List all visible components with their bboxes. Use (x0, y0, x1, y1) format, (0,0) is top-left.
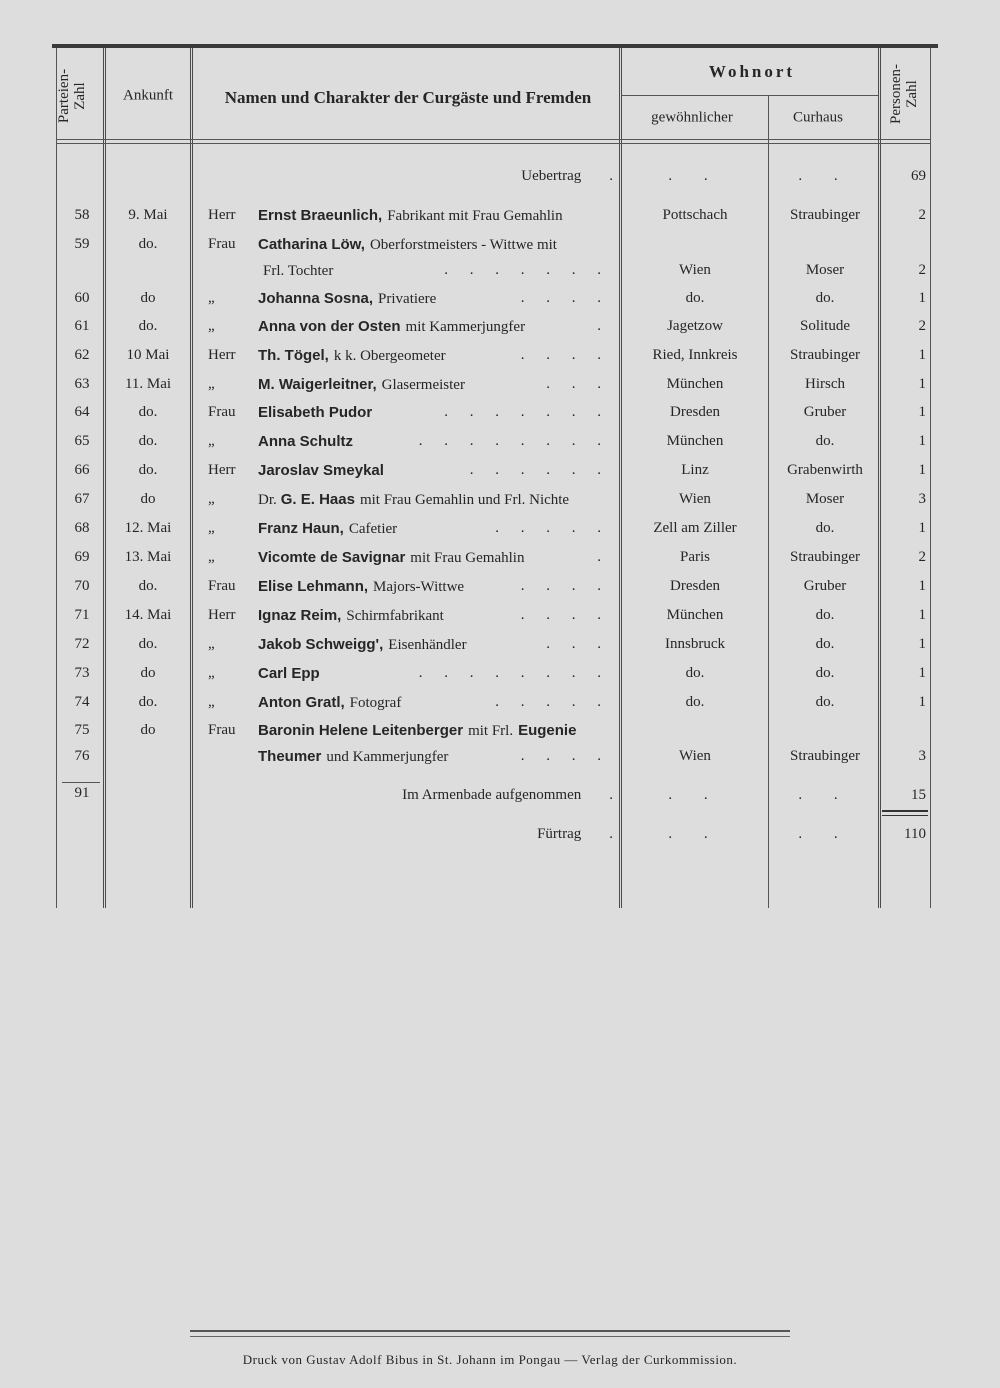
wohnort: Wien (679, 262, 711, 278)
col-line (56, 48, 57, 908)
fuertrag-curhaus: . . (798, 826, 852, 842)
guest-name: Baronin Helene Leitenberger (258, 722, 464, 739)
guest-title: „ (208, 433, 215, 449)
guest-title: Herr (208, 347, 236, 363)
guest-name: Ignaz Reim, (258, 607, 342, 624)
arrival-date: do. (138, 694, 158, 710)
guest-title: Herr (208, 207, 236, 223)
guest-name: Elise Lehmann, (258, 578, 369, 595)
arrival-date: do. (138, 318, 158, 334)
leader-dots: . . . . . (495, 694, 610, 710)
personen-count: 1 (918, 607, 926, 623)
entry-number: 66 (74, 462, 90, 478)
fuertrag-label: Fürtrag . (537, 826, 613, 842)
leader-dots: . . . . (520, 748, 610, 764)
wohnort: Pottschach (662, 207, 728, 223)
guest-name: Anna von der Osten (258, 318, 401, 335)
guest-title: Frau (208, 236, 236, 252)
uebertrag-curhaus: . . (798, 168, 852, 184)
guest-title: „ (208, 318, 215, 334)
guest-name: Anna Schultz (258, 433, 354, 450)
guest-title: Herr (208, 607, 236, 623)
arrival-date: 10 Mai (126, 347, 170, 363)
entry-number: 63 (74, 376, 90, 392)
printer-imprint: Druck von Gustav Adolf Bibus in St. Johann im Pongau — Verlag der Curkommission. (242, 1352, 738, 1367)
guest-title: „ (208, 290, 215, 306)
wohnort: Dresden (670, 404, 720, 420)
leader-dots: . (597, 318, 610, 334)
guest-name-line (258, 262, 333, 280)
header-gewoehnlicher: gewöhnlicher (651, 109, 733, 126)
entry-number: 71 (74, 607, 90, 623)
personen-count: 1 (918, 347, 926, 363)
curhaus: Grabenwirth (787, 462, 863, 478)
col-line (930, 48, 931, 908)
armenbad-personen: 15 (911, 787, 926, 803)
guest-title: „ (208, 491, 215, 507)
leader-dots: . . . . (520, 578, 610, 594)
entry-number: 60 (74, 290, 90, 306)
armenbad-label: Im Armenbade aufgenommen . (402, 787, 613, 803)
curhaus: Straubinger (790, 549, 860, 565)
leader-dots: . . . . . . . (444, 262, 610, 278)
guest-title: „ (208, 665, 215, 681)
personen-count: 1 (918, 404, 926, 420)
personen-count: 1 (918, 665, 926, 681)
leader-dots: . . . . (520, 290, 610, 306)
wohnort: Linz (681, 462, 709, 478)
wohnort: Paris (680, 549, 710, 565)
wohnort: München (666, 607, 724, 623)
wohnort: Ried, Innkreis (652, 347, 738, 363)
total-rule (882, 810, 928, 812)
entry-number: 69 (74, 549, 90, 565)
wohnort: do. (685, 290, 705, 306)
entry-number: 75 (74, 722, 90, 738)
leader-dots: . . . (546, 636, 610, 652)
wohnort: Jagetzow (667, 318, 723, 334)
leader-dots: . . . (546, 376, 610, 392)
guest-name-line (258, 491, 569, 509)
guest-description: Oberforstmeisters - Wittwe mit (369, 237, 557, 253)
wohnort: do. (685, 665, 705, 681)
entry-number: 67 (74, 491, 90, 507)
entry-number: 59 (74, 236, 90, 252)
arrival-date: do (140, 722, 156, 738)
curhaus: Hirsch (805, 376, 845, 392)
fuertrag-wohnort: . . (668, 826, 722, 842)
guest-description: mit Frau Gemahlin und Frl. Nichte (359, 492, 570, 508)
personen-count: 1 (918, 578, 926, 594)
leader-dots: . . . . (520, 347, 610, 363)
leader-dots: . (597, 549, 610, 565)
header-personen: Personen- Zahl (888, 64, 920, 124)
leader-dots: . . . . . . (469, 462, 610, 478)
guest-description: mit Kammerjungfer (405, 319, 526, 335)
personen-count: 3 (918, 491, 926, 507)
uebertrag-wohnort: . . (668, 168, 722, 184)
fuertrag-personen: 110 (904, 826, 926, 842)
guest-name: G. E. Haas (280, 491, 355, 508)
guest-description: Glasermeister (381, 377, 465, 393)
guest-description: Privatiere (378, 291, 437, 307)
personen-count: 1 (918, 290, 926, 306)
arrival-date: do. (138, 236, 158, 252)
guest-description: Schirmfabrikant (346, 608, 444, 624)
guest-name: Theumer (258, 748, 322, 765)
entry-number: 65 (74, 433, 90, 449)
header-bottom-rule (56, 143, 930, 144)
uebertrag-label: Uebertrag . (521, 168, 613, 184)
personen-count: 1 (918, 694, 926, 710)
guest-description: mit Frl. (468, 723, 514, 739)
col-line (190, 48, 193, 908)
arrival-date: do (140, 290, 156, 306)
armenbad-curhaus: . . (798, 787, 852, 803)
guest-description: Majors-Wittwe (373, 579, 465, 595)
header-bottom-rule (56, 139, 930, 140)
personen-count: 3 (918, 748, 926, 764)
guest-description: Cafetier (348, 521, 398, 537)
guest-description: Frl. Tochter (263, 263, 334, 279)
guest-name-line (258, 433, 358, 451)
guest-name: Th. Tögel, (258, 347, 329, 364)
arrival-date: do. (138, 578, 158, 594)
guest-name: Elisabeth Pudor (258, 404, 373, 421)
leader-dots: . . . . . . . . (418, 433, 610, 449)
guest-name: Vicomte de Savignar (258, 549, 406, 566)
entry-number: 61 (74, 318, 90, 334)
curhaus: Moser (805, 491, 845, 507)
personen-count: 2 (918, 207, 926, 223)
guest-name: Carl Epp (258, 665, 320, 682)
personen-count: 2 (918, 549, 926, 565)
arrival-date: do. (138, 462, 158, 478)
armenbad-num-rule (62, 782, 100, 783)
leader-dots: . . . . . . . . (418, 665, 610, 681)
curhaus: Gruber (803, 578, 847, 594)
entry-number: 70 (74, 578, 90, 594)
guest-name: Anton Gratl, (258, 694, 345, 711)
header-ankunft: Ankunft (123, 87, 173, 104)
personen-count: 1 (918, 636, 926, 652)
guest-title: „ (208, 520, 215, 536)
curhaus: Gruber (803, 404, 847, 420)
curhaus: do. (815, 607, 835, 623)
guest-description: mit Frau Gemahlin (410, 550, 525, 566)
guest-name: Catharina Löw, (258, 236, 365, 253)
header-wohnort: Wohnort (708, 62, 796, 81)
guest-description: Fotograf (349, 695, 402, 711)
guest-description: und Kammerjungfer (326, 749, 449, 765)
curhaus: Straubinger (790, 748, 860, 764)
total-rule (882, 815, 928, 816)
entry-number: 72 (74, 636, 90, 652)
leader-dots: . . . . (520, 607, 610, 623)
guest-title: „ (208, 549, 215, 565)
armenbad-number: 91 (74, 785, 90, 801)
curhaus: do. (815, 665, 835, 681)
guest-description: Fabrikant mit Frau Gemahlin (387, 208, 563, 224)
arrival-date: do. (138, 404, 158, 420)
entry-number: 74 (74, 694, 90, 710)
entry-number: 64 (74, 404, 90, 420)
arrival-date: 9. Mai (128, 207, 168, 223)
guest-name-line (258, 665, 325, 683)
header-parteien: Parteien- Zahl (56, 68, 88, 124)
guest-title: Frau (208, 722, 236, 738)
guest-name: M. Waigerleitner, (258, 376, 377, 393)
guest-name: Johanna Sosna, (258, 290, 374, 307)
arrival-date: 14. Mai (124, 607, 172, 623)
curhaus: Solitude (799, 318, 850, 334)
wohnort: Wien (679, 748, 711, 764)
guest-name-line (258, 207, 563, 225)
curhaus: Moser (805, 262, 845, 278)
curhaus: do. (815, 636, 835, 652)
armenbad-wohnort: . . (668, 787, 722, 803)
personen-count: 1 (918, 433, 926, 449)
arrival-date: do (140, 665, 156, 681)
personen-count: 2 (918, 262, 926, 278)
header-divider (622, 95, 878, 96)
guest-name: Ernst Braeunlich, (258, 207, 383, 224)
arrival-date: do (140, 491, 156, 507)
personen-count: 2 (918, 318, 926, 334)
guest-description: k k. Obergeometer (333, 348, 446, 364)
leader-dots: . . . . . . . (444, 404, 610, 420)
wohnort: Innsbruck (665, 636, 725, 652)
guest-name: Jakob Schweigg', (258, 636, 384, 653)
entry-number: 68 (74, 520, 90, 536)
guest-title: „ (208, 376, 215, 392)
personen-count: 1 (918, 376, 926, 392)
wohnort: Dresden (670, 578, 720, 594)
uebertrag-personen: 69 (911, 168, 926, 184)
entry-number: 58 (74, 207, 90, 223)
guest-title: „ (208, 636, 215, 652)
guest-title: Frau (208, 404, 236, 420)
guest-title: „ (208, 694, 215, 710)
curhaus: Straubinger (790, 347, 860, 363)
arrival-date: do. (138, 636, 158, 652)
wohnort: do. (685, 694, 705, 710)
guest-name-line (258, 722, 576, 740)
guest-name-line (258, 236, 557, 254)
col-line (768, 96, 769, 908)
wohnort: München (666, 433, 724, 449)
arrival-date: 11. Mai (124, 376, 172, 392)
arrival-date: 13. Mai (124, 549, 172, 565)
personen-count: 1 (918, 520, 926, 536)
personen-count: 1 (918, 462, 926, 478)
arrival-date: 12. Mai (124, 520, 172, 536)
entry-number: 76 (74, 748, 90, 764)
top-rule (52, 44, 938, 48)
curhaus: Straubinger (790, 207, 860, 223)
wohnort: München (666, 376, 724, 392)
arrival-date: do. (138, 433, 158, 449)
curhaus: do. (815, 520, 835, 536)
footer-rule (190, 1336, 790, 1337)
guest-name: Franz Haun, (258, 520, 344, 537)
wohnort: Zell am Ziller (653, 520, 737, 536)
guest-prefix: Dr. (258, 492, 277, 508)
header-curhaus: Curhaus (793, 109, 843, 126)
entry-number: 73 (74, 665, 90, 681)
entry-number: 62 (74, 347, 90, 363)
footer-rule (190, 1330, 790, 1332)
guest-name: Jaroslav Smeykal (258, 462, 384, 479)
header-namen: Namen und Charakter der Curgäste und Fremden (224, 88, 592, 107)
curhaus: do. (815, 694, 835, 710)
guest-description: Eisenhändler (388, 637, 467, 653)
wohnort: Wien (679, 491, 711, 507)
guest-title: Herr (208, 462, 236, 478)
curhaus: do. (815, 433, 835, 449)
guest-title: Frau (208, 578, 236, 594)
guest-name-2: Eugenie (518, 722, 577, 739)
curhaus: do. (815, 290, 835, 306)
leader-dots: . . . . . (495, 520, 610, 536)
